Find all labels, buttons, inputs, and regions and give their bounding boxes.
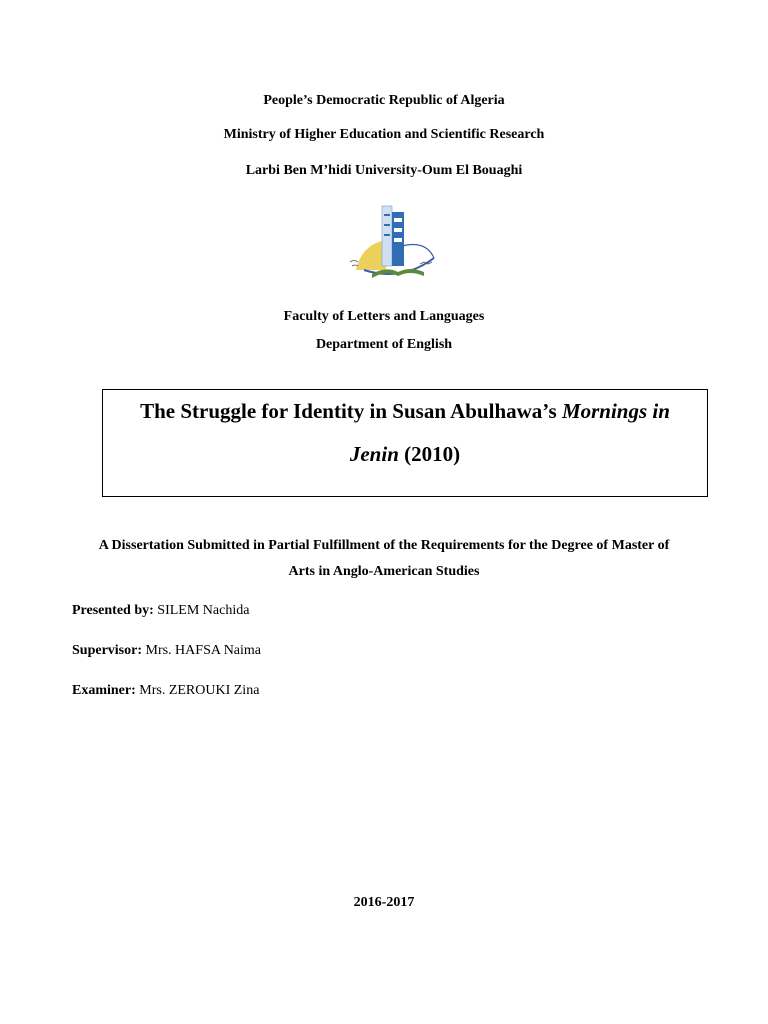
title-box — [102, 389, 708, 497]
presented-by-label: Presented by: — [72, 603, 154, 618]
logo-sun — [356, 240, 386, 270]
examiner-value: Mrs. ZEROUKI Zina — [135, 683, 260, 698]
department-name: Department of English — [315, 337, 453, 352]
dissertation-statement-line-1: A Dissertation Submitted in Partial Fulfillment of the Requirements for the Degree of Master of — [98, 538, 670, 553]
supervisor-row — [72, 642, 261, 660]
examiner-row — [72, 682, 259, 700]
university-logo — [342, 200, 446, 284]
title-suffix: (2010) — [398, 442, 461, 466]
title-italic-2: Jenin — [349, 442, 399, 466]
supervisor-value: Mrs. HAFSA Naima — [142, 643, 262, 658]
university-heading: Larbi Ben M’hidi University-Oum El Bouaghi — [245, 163, 523, 178]
examiner-label: Examiner: — [72, 683, 136, 698]
ministry-heading: Ministry of Higher Education and Scientific Research — [223, 127, 545, 142]
presented-by-row — [72, 602, 249, 620]
logo-book — [372, 269, 424, 278]
title-italic-1: Mornings in — [561, 399, 670, 423]
academic-years: 2016-2017 — [353, 895, 415, 910]
dissertation-statement-line-2: Arts in Anglo-American Studies — [288, 564, 480, 579]
presented-by-value: SILEM Nachida — [153, 603, 250, 618]
supervisor-label: Supervisor: — [72, 643, 142, 658]
title-line-2 — [103, 441, 707, 467]
faculty-name: Faculty of Letters and Languages — [283, 309, 485, 324]
title-prefix: The Struggle for Identity in Susan Abulhawa’s — [140, 399, 562, 423]
republic-heading: People’s Democratic Republic of Algeria — [263, 93, 505, 108]
title-line-1 — [103, 398, 707, 424]
